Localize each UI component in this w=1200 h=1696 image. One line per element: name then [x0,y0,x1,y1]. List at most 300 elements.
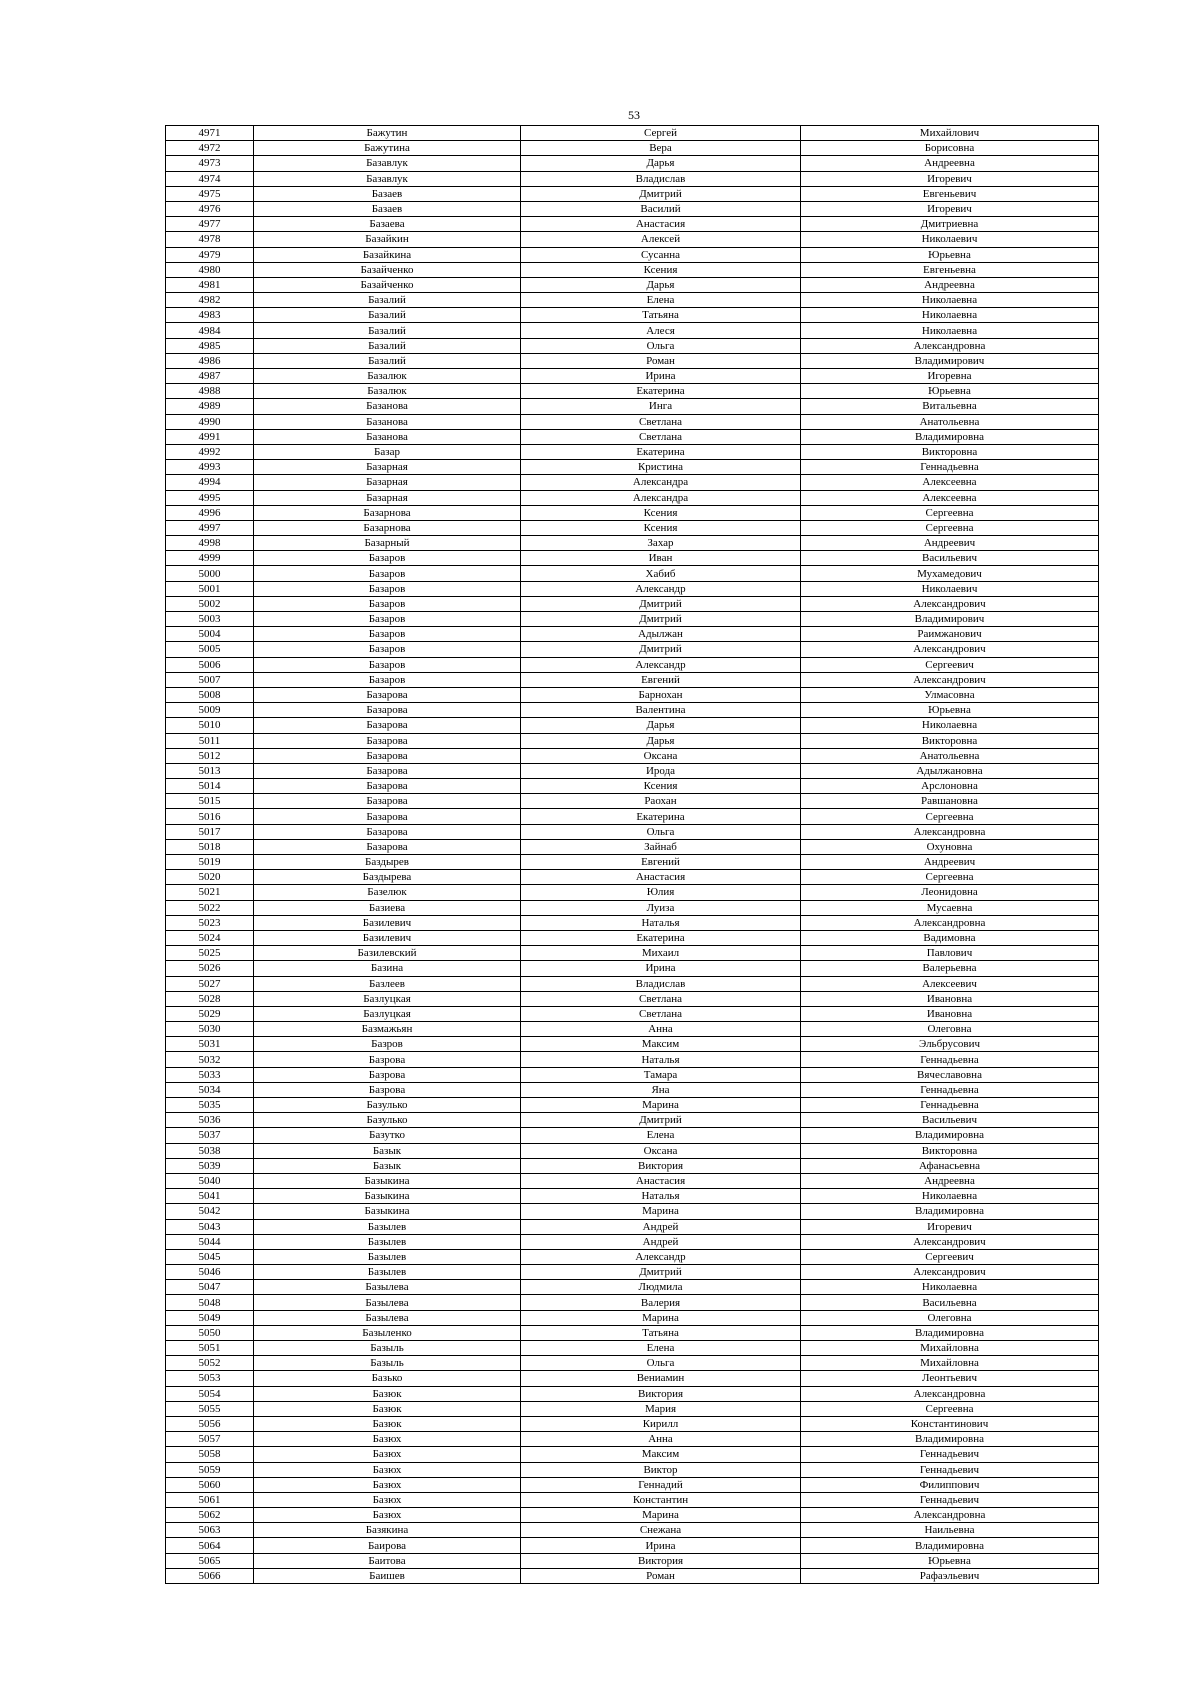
table-row [166,596,1099,611]
surname-cell: Базлеев [254,976,521,991]
row-number: 5059 [166,1462,254,1477]
surname-cell: Базайченко [254,262,521,277]
table-row [166,338,1099,353]
surname-cell: Бажутина [254,141,521,156]
patronymic-cell: Андреевич [801,855,1099,870]
table-row [166,1234,1099,1249]
surname-cell: Базюх [254,1508,521,1523]
first-name-cell: Елена [521,1128,801,1143]
surname-cell: Баирова [254,1538,521,1553]
first-name-cell: Светлана [521,414,801,429]
patronymic-cell: Сергеевна [801,520,1099,535]
first-name-cell: Адылжан [521,627,801,642]
row-number: 5027 [166,976,254,991]
row-number: 4985 [166,338,254,353]
first-name-cell: Дмитрий [521,1265,801,1280]
first-name-cell: Александр [521,581,801,596]
first-name-cell: Тамара [521,1067,801,1082]
patronymic-cell: Олеговна [801,1022,1099,1037]
row-number: 5028 [166,991,254,1006]
table-row [166,323,1099,338]
patronymic-cell: Сергеевич [801,657,1099,672]
first-name-cell: Марина [521,1310,801,1325]
table-row [166,672,1099,687]
surname-cell: Базрова [254,1082,521,1097]
first-name-cell: Светлана [521,1006,801,1021]
first-name-cell: Наталья [521,915,801,930]
patronymic-cell: Александрович [801,672,1099,687]
table-row [166,566,1099,581]
table-row [166,1416,1099,1431]
patronymic-cell: Анатольевна [801,414,1099,429]
table-row [166,991,1099,1006]
table-row [166,1128,1099,1143]
first-name-cell: Екатерина [521,809,801,824]
patronymic-cell: Александровна [801,338,1099,353]
table-row [166,1158,1099,1173]
first-name-cell: Дмитрий [521,612,801,627]
surname-cell: Базылева [254,1310,521,1325]
surname-cell: Базарова [254,779,521,794]
first-name-cell: Вениамин [521,1371,801,1386]
patronymic-cell: Олеговна [801,1310,1099,1325]
first-name-cell: Александра [521,490,801,505]
row-number: 5063 [166,1523,254,1538]
patronymic-cell: Владимировна [801,429,1099,444]
surname-cell: Базылева [254,1295,521,1310]
patronymic-cell: Константинович [801,1416,1099,1431]
table-row [166,1143,1099,1158]
first-name-cell: Екатерина [521,930,801,945]
table-row [166,1432,1099,1447]
patronymic-cell: Юрьевна [801,247,1099,262]
table-row [166,201,1099,216]
table-row [166,657,1099,672]
row-number: 5016 [166,809,254,824]
surname-cell: Базюх [254,1462,521,1477]
patronymic-cell: Равшановна [801,794,1099,809]
patronymic-cell: Игоревич [801,1219,1099,1234]
row-number: 5033 [166,1067,254,1082]
table-row [166,870,1099,885]
table-row [166,232,1099,247]
patronymic-cell: Геннадьевич [801,1462,1099,1477]
patronymic-cell: Сергеевна [801,505,1099,520]
first-name-cell: Михаил [521,946,801,961]
row-number: 5007 [166,672,254,687]
surname-cell: Базарная [254,460,521,475]
first-name-cell: Валентина [521,703,801,718]
first-name-cell: Ольга [521,824,801,839]
patronymic-cell: Ивановна [801,1006,1099,1021]
patronymic-cell: Викторовна [801,444,1099,459]
first-name-cell: Татьяна [521,308,801,323]
surname-cell: Базар [254,444,521,459]
row-number: 4987 [166,369,254,384]
row-number: 5006 [166,657,254,672]
patronymic-cell: Арслоновна [801,779,1099,794]
surname-cell: Базылев [254,1249,521,1264]
patronymic-cell: Сергеевна [801,809,1099,824]
row-number: 4990 [166,414,254,429]
table-row [166,171,1099,186]
surname-cell: Базарова [254,824,521,839]
row-number: 5010 [166,718,254,733]
surname-cell: Базылева [254,1280,521,1295]
first-name-cell: Максим [521,1447,801,1462]
first-name-cell: Ирина [521,369,801,384]
surname-cell: Баишев [254,1568,521,1583]
row-number: 4999 [166,551,254,566]
row-number: 5030 [166,1022,254,1037]
row-number: 5062 [166,1508,254,1523]
table-row [166,1067,1099,1082]
first-name-cell: Кирилл [521,1416,801,1431]
table-row [166,885,1099,900]
row-number: 4992 [166,444,254,459]
table-row [166,930,1099,945]
surname-cell: Базаров [254,657,521,672]
patronymic-cell: Рафаэльевич [801,1568,1099,1583]
surname-cell: Базарная [254,475,521,490]
first-name-cell: Людмила [521,1280,801,1295]
first-name-cell: Иван [521,551,801,566]
surname-cell: Базалюк [254,384,521,399]
patronymic-cell: Игоревич [801,201,1099,216]
row-number: 5015 [166,794,254,809]
surname-cell: Базарнова [254,505,521,520]
table-row [166,779,1099,794]
table-row [166,900,1099,915]
surname-cell: Базалий [254,323,521,338]
first-name-cell: Анастасия [521,1173,801,1188]
surname-cell: Базулько [254,1098,521,1113]
table-row [166,1249,1099,1264]
table-row [166,763,1099,778]
row-number: 4988 [166,384,254,399]
patronymic-cell: Игоревич [801,171,1099,186]
surname-cell: Базыль [254,1356,521,1371]
patronymic-cell: Александровна [801,1386,1099,1401]
table-row [166,460,1099,475]
first-name-cell: Сергей [521,126,801,141]
patronymic-cell: Викторовна [801,1143,1099,1158]
patronymic-cell: Алексеевна [801,475,1099,490]
first-name-cell: Дарья [521,277,801,292]
surname-cell: Базюх [254,1432,521,1447]
first-name-cell: Татьяна [521,1325,801,1340]
surname-cell: Базаров [254,627,521,642]
first-name-cell: Ольга [521,1356,801,1371]
patronymic-cell: Владимирович [801,612,1099,627]
surname-cell: Базюх [254,1447,521,1462]
first-name-cell: Александра [521,475,801,490]
table-row [166,1022,1099,1037]
surname-cell: Базаева [254,217,521,232]
first-name-cell: Дарья [521,156,801,171]
surname-cell: Базылев [254,1219,521,1234]
patronymic-cell: Николаевна [801,1189,1099,1204]
row-number: 4984 [166,323,254,338]
row-number: 5058 [166,1447,254,1462]
surname-cell: Базарова [254,794,521,809]
table-row [166,612,1099,627]
table-row [166,1006,1099,1021]
first-name-cell: Марина [521,1204,801,1219]
first-name-cell: Захар [521,536,801,551]
table-row [166,976,1099,991]
row-number: 4973 [166,156,254,171]
patronymic-cell: Борисовна [801,141,1099,156]
first-name-cell: Оксана [521,1143,801,1158]
first-name-cell: Виктория [521,1553,801,1568]
row-number: 5055 [166,1401,254,1416]
row-number: 5023 [166,915,254,930]
row-number: 5011 [166,733,254,748]
table-row [166,1341,1099,1356]
row-number: 5050 [166,1325,254,1340]
first-name-cell: Ксения [521,779,801,794]
table-row [166,1462,1099,1477]
first-name-cell: Наталья [521,1052,801,1067]
table-row [166,1310,1099,1325]
first-name-cell: Александр [521,1249,801,1264]
table-row [166,1553,1099,1568]
first-name-cell: Марина [521,1508,801,1523]
surname-cell: Базаров [254,672,521,687]
table-row [166,1173,1099,1188]
surname-cell: Базутко [254,1128,521,1143]
surname-cell: Базанова [254,429,521,444]
patronymic-cell: Вячеславовна [801,1067,1099,1082]
patronymic-cell: Михайловна [801,1341,1099,1356]
table-row [166,1082,1099,1097]
patronymic-cell: Леонидовна [801,885,1099,900]
patronymic-cell: Николаевна [801,293,1099,308]
surname-cell: Базаров [254,566,521,581]
row-number: 5021 [166,885,254,900]
first-name-cell: Елена [521,1341,801,1356]
first-name-cell: Екатерина [521,444,801,459]
table-row [166,642,1099,657]
row-number: 4976 [166,201,254,216]
surname-cell: Базанова [254,414,521,429]
surname-cell: Базылев [254,1265,521,1280]
surname-cell: Базыкина [254,1204,521,1219]
surname-cell: Базько [254,1371,521,1386]
row-number: 5061 [166,1492,254,1507]
patronymic-cell: Эльбрусович [801,1037,1099,1052]
patronymic-cell: Афанасьевна [801,1158,1099,1173]
first-name-cell: Ирина [521,1538,801,1553]
patronymic-cell: Сергеевна [801,1401,1099,1416]
table-row [166,1037,1099,1052]
first-name-cell: Зайнаб [521,839,801,854]
row-number: 5017 [166,824,254,839]
table-row [166,809,1099,824]
first-name-cell: Анастасия [521,870,801,885]
table-row [166,186,1099,201]
table-row [166,384,1099,399]
row-number: 4979 [166,247,254,262]
row-number: 4995 [166,490,254,505]
surname-cell: Базулько [254,1113,521,1128]
table-row [166,855,1099,870]
registry-rows [166,126,1099,1584]
row-number: 4989 [166,399,254,414]
table-row [166,1052,1099,1067]
surname-cell: Базайченко [254,277,521,292]
surname-cell: Базыль [254,1341,521,1356]
first-name-cell: Яна [521,1082,801,1097]
patronymic-cell: Викторовна [801,733,1099,748]
surname-cell: Базарная [254,490,521,505]
table-row [166,794,1099,809]
patronymic-cell: Вадимовна [801,930,1099,945]
patronymic-cell: Юрьевна [801,703,1099,718]
first-name-cell: Дмитрий [521,596,801,611]
patronymic-cell: Леонтьевич [801,1371,1099,1386]
patronymic-cell: Сергеевна [801,870,1099,885]
first-name-cell: Евгений [521,855,801,870]
patronymic-cell: Николаевна [801,308,1099,323]
first-name-cell: Василий [521,201,801,216]
patronymic-cell: Андреевич [801,536,1099,551]
surname-cell: Баздырев [254,855,521,870]
table-row [166,946,1099,961]
table-row [166,217,1099,232]
first-name-cell: Раохан [521,794,801,809]
table-row [166,961,1099,976]
surname-cell: Базарова [254,687,521,702]
first-name-cell: Ирина [521,961,801,976]
row-number: 4981 [166,277,254,292]
table-row [166,262,1099,277]
row-number: 5046 [166,1265,254,1280]
surname-cell: Базарова [254,839,521,854]
surname-cell: Баитова [254,1553,521,1568]
patronymic-cell: Николаевич [801,232,1099,247]
row-number: 5000 [166,566,254,581]
first-name-cell: Инга [521,399,801,414]
surname-cell: Базыкина [254,1189,521,1204]
first-name-cell: Виктория [521,1158,801,1173]
first-name-cell: Виктория [521,1386,801,1401]
row-number: 5039 [166,1158,254,1173]
patronymic-cell: Игоревна [801,369,1099,384]
first-name-cell: Анна [521,1022,801,1037]
patronymic-cell: Филиппович [801,1477,1099,1492]
row-number: 4977 [166,217,254,232]
row-number: 5065 [166,1553,254,1568]
surname-cell: Базилевский [254,946,521,961]
surname-cell: Базилевич [254,915,521,930]
patronymic-cell: Владимировна [801,1128,1099,1143]
patronymic-cell: Андреевна [801,156,1099,171]
table-row [166,748,1099,763]
first-name-cell: Анастасия [521,217,801,232]
table-row [166,1098,1099,1113]
row-number: 5047 [166,1280,254,1295]
first-name-cell: Дмитрий [521,1113,801,1128]
surname-cell: Бажутин [254,126,521,141]
table-row [166,399,1099,414]
patronymic-cell: Александровна [801,824,1099,839]
table-row [166,1492,1099,1507]
patronymic-cell: Михайлович [801,126,1099,141]
patronymic-cell: Александрович [801,642,1099,657]
patronymic-cell: Александрович [801,1265,1099,1280]
surname-cell: Базавлук [254,171,521,186]
row-number: 4986 [166,353,254,368]
first-name-cell: Александр [521,657,801,672]
row-number: 4972 [166,141,254,156]
patronymic-cell: Владимировна [801,1432,1099,1447]
table-row [166,247,1099,262]
first-name-cell: Владислав [521,171,801,186]
table-row [166,1386,1099,1401]
row-number: 5042 [166,1204,254,1219]
first-name-cell: Светлана [521,991,801,1006]
table-row [166,126,1099,141]
first-name-cell: Елена [521,293,801,308]
patronymic-cell: Мусаевна [801,900,1099,915]
patronymic-cell: Владимировна [801,1204,1099,1219]
row-number: 5019 [166,855,254,870]
row-number: 5001 [166,581,254,596]
patronymic-cell: Валерьевна [801,961,1099,976]
surname-cell: Базрова [254,1052,521,1067]
patronymic-cell: Александрович [801,1234,1099,1249]
row-number: 5020 [166,870,254,885]
patronymic-cell: Анатольевна [801,748,1099,763]
row-number: 5045 [166,1249,254,1264]
surname-cell: Базавлук [254,156,521,171]
row-number: 4994 [166,475,254,490]
row-number: 5064 [166,1538,254,1553]
surname-cell: Базык [254,1158,521,1173]
table-row [166,369,1099,384]
row-number: 5037 [166,1128,254,1143]
row-number: 5022 [166,900,254,915]
row-number: 5014 [166,779,254,794]
row-number: 5057 [166,1432,254,1447]
table-row [166,581,1099,596]
table-row [166,1447,1099,1462]
surname-cell: Базалий [254,308,521,323]
row-number: 5041 [166,1189,254,1204]
first-name-cell: Алеся [521,323,801,338]
table-row [166,687,1099,702]
first-name-cell: Виктор [521,1462,801,1477]
table-row [166,627,1099,642]
first-name-cell: Наталья [521,1189,801,1204]
row-number: 5052 [166,1356,254,1371]
patronymic-cell: Евгеньевна [801,262,1099,277]
first-name-cell: Ирода [521,763,801,778]
first-name-cell: Евгений [521,672,801,687]
table-row [166,1265,1099,1280]
surname-cell: Базарова [254,748,521,763]
first-name-cell: Светлана [521,429,801,444]
first-name-cell: Дарья [521,733,801,748]
table-row [166,1325,1099,1340]
table-row [166,1477,1099,1492]
row-number: 5009 [166,703,254,718]
first-name-cell: Андрей [521,1219,801,1234]
table-row [166,703,1099,718]
patronymic-cell: Евгеньевич [801,186,1099,201]
